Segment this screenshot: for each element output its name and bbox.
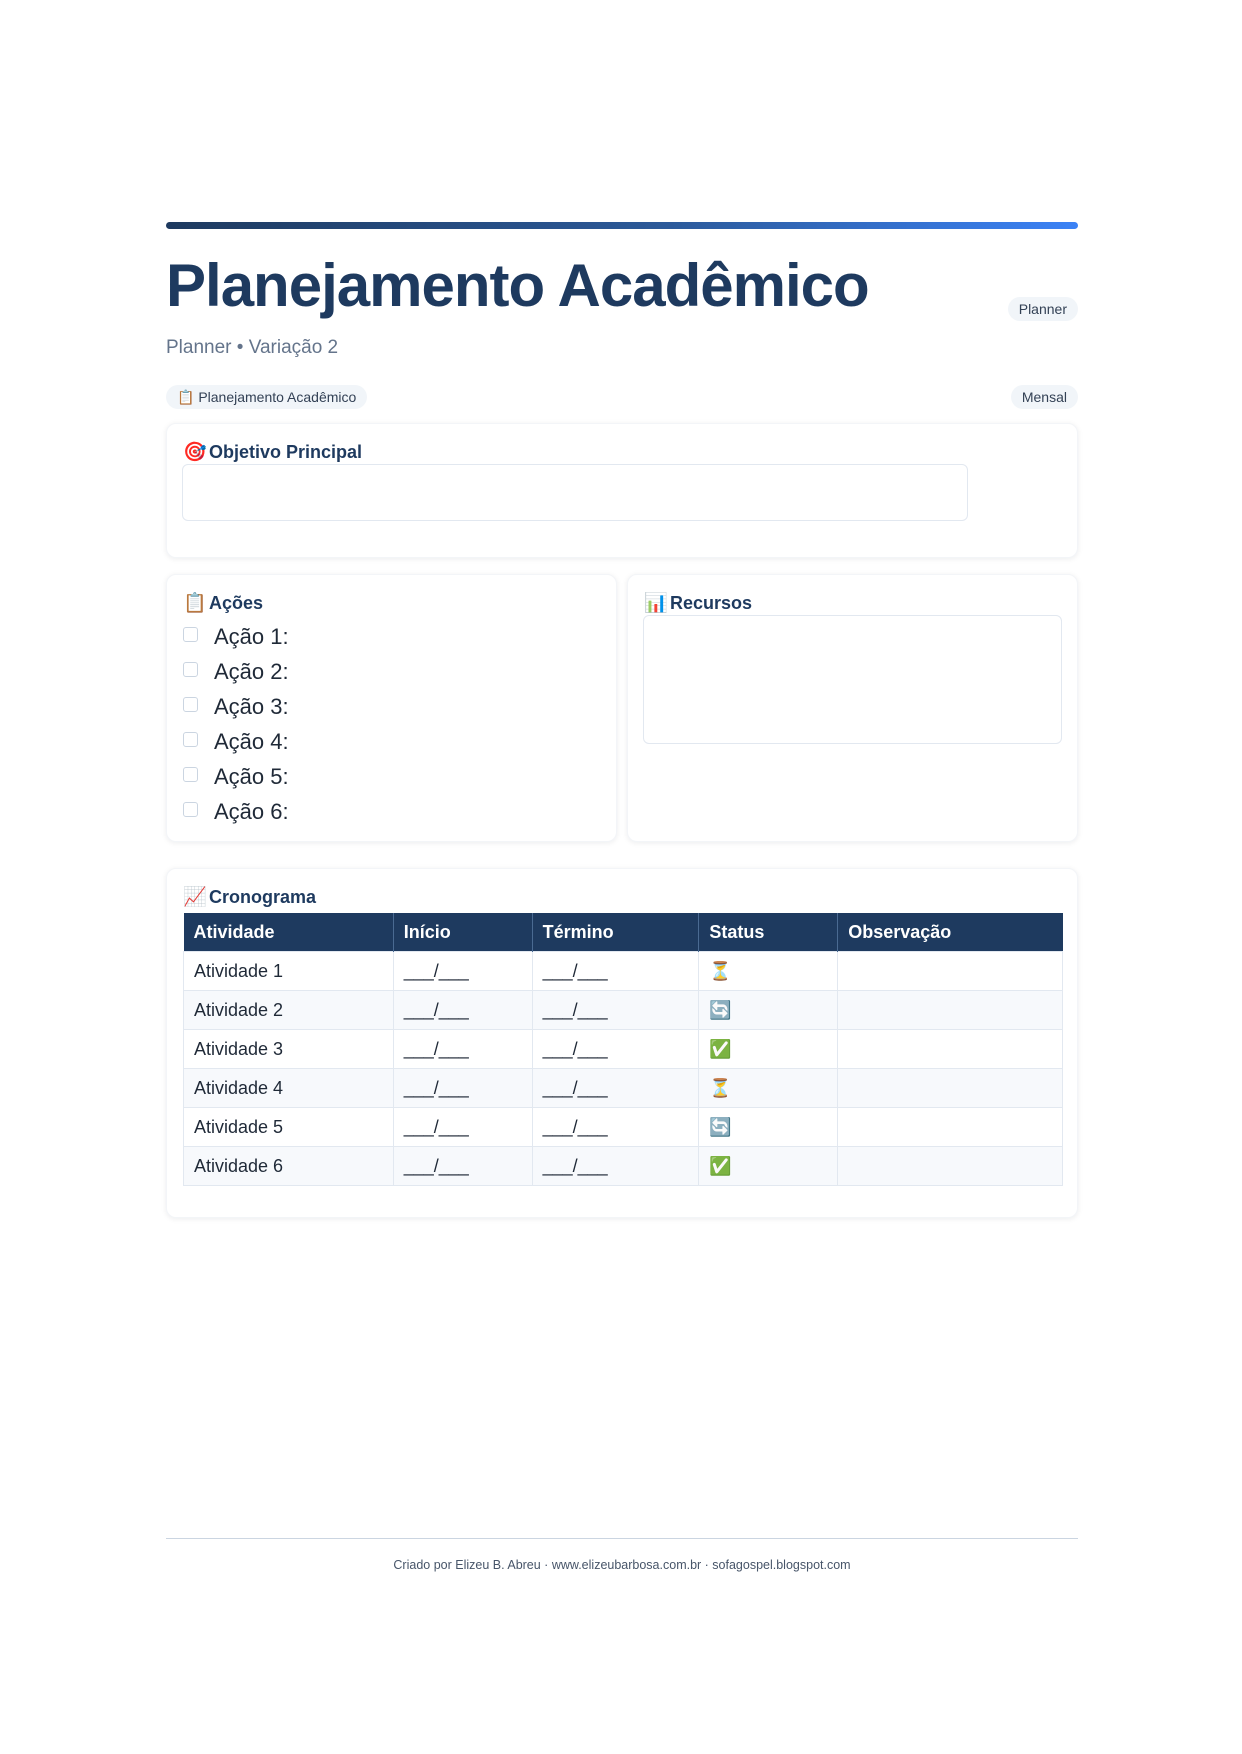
- end-date-cell[interactable]: ___/___: [532, 991, 699, 1030]
- hourglass-icon: ⏳: [699, 1069, 838, 1108]
- resources-card: [627, 574, 1078, 842]
- action-label: Ação 2:: [214, 658, 289, 684]
- start-date-cell[interactable]: ___/___: [393, 952, 532, 991]
- hourglass-icon: ⏳: [699, 952, 838, 991]
- table-row: [184, 1030, 1063, 1069]
- column-header: Término: [532, 913, 699, 952]
- resources-title-label: Recursos: [670, 592, 753, 613]
- table-header-row: [184, 913, 1063, 952]
- action-item[interactable]: [183, 724, 289, 759]
- start-date-cell[interactable]: ___/___: [393, 1069, 532, 1108]
- bar-chart-icon: 📊: [644, 593, 668, 614]
- activity-cell: Atividade 4: [184, 1069, 394, 1108]
- observation-cell[interactable]: [838, 952, 1063, 991]
- table-row: [184, 1108, 1063, 1147]
- observation-cell[interactable]: [838, 1147, 1063, 1186]
- action-checkbox[interactable]: [183, 767, 198, 782]
- action-label: Ação 1:: [214, 623, 289, 649]
- objective-title: [183, 440, 362, 464]
- activity-cell: Atividade 3: [184, 1030, 394, 1069]
- start-date-cell[interactable]: ___/___: [393, 1108, 532, 1147]
- column-header: Observação: [838, 913, 1063, 952]
- observation-cell[interactable]: [838, 1030, 1063, 1069]
- activity-cell: Atividade 6: [184, 1147, 394, 1186]
- column-header: Atividade: [184, 913, 394, 952]
- type-badge: Planner: [1008, 297, 1078, 321]
- table-row: [184, 1069, 1063, 1108]
- clipboard-icon: 📋: [183, 593, 207, 614]
- schedule-table: [183, 913, 1063, 1186]
- action-item[interactable]: [183, 619, 289, 654]
- table-row: [184, 952, 1063, 991]
- trend-chart-icon: 📈: [183, 887, 207, 908]
- footer-credits: Criado por Elizeu B. Abreu · www.elizeubarbosa.com.br · sofagospel.blogspot.com: [393, 1558, 851, 1572]
- page-title: Planejamento Acadêmico: [166, 252, 869, 319]
- actions-title: [183, 591, 263, 615]
- start-date-cell[interactable]: ___/___: [393, 1030, 532, 1069]
- page-subtitle: Planner • Variação 2: [166, 337, 339, 358]
- objective-field[interactable]: [182, 464, 968, 521]
- end-date-cell[interactable]: ___/___: [532, 1069, 699, 1108]
- actions-card: [166, 574, 617, 842]
- check-mark-icon: ✅: [699, 1030, 838, 1069]
- category-tag: 📋 Planejamento Acadêmico: [166, 385, 367, 409]
- activity-cell: Atividade 1: [184, 952, 394, 991]
- end-date-cell[interactable]: ___/___: [532, 1147, 699, 1186]
- footer-divider: [166, 1538, 1078, 1539]
- action-item[interactable]: [183, 794, 289, 829]
- in-progress-icon: 🔄: [699, 991, 838, 1030]
- in-progress-icon: 🔄: [699, 1108, 838, 1147]
- activity-cell: Atividade 5: [184, 1108, 394, 1147]
- table-row: [184, 991, 1063, 1030]
- action-checkbox[interactable]: [183, 732, 198, 747]
- schedule-title-label: Cronograma: [209, 886, 317, 907]
- activity-cell: Atividade 2: [184, 991, 394, 1030]
- action-checkbox[interactable]: [183, 662, 198, 677]
- resources-field[interactable]: [643, 615, 1062, 744]
- action-label: Ação 4:: [214, 728, 289, 754]
- resources-title: [644, 591, 752, 615]
- schedule-card: [166, 868, 1078, 1218]
- observation-cell[interactable]: [838, 1108, 1063, 1147]
- action-checkbox[interactable]: [183, 802, 198, 817]
- objective-title-label: Objetivo Principal: [209, 441, 363, 462]
- action-label: Ação 6:: [214, 798, 289, 824]
- start-date-cell[interactable]: ___/___: [393, 1147, 532, 1186]
- end-date-cell[interactable]: ___/___: [532, 1030, 699, 1069]
- schedule-title: [183, 885, 316, 909]
- check-mark-icon: ✅: [699, 1147, 838, 1186]
- action-label: Ação 5:: [214, 763, 289, 789]
- period-badge: Mensal: [1011, 385, 1078, 409]
- target-icon: 🎯: [183, 442, 207, 463]
- table-row: [184, 1147, 1063, 1186]
- end-date-cell[interactable]: ___/___: [532, 952, 699, 991]
- end-date-cell[interactable]: ___/___: [532, 1108, 699, 1147]
- action-checkbox[interactable]: [183, 627, 198, 642]
- start-date-cell[interactable]: ___/___: [393, 991, 532, 1030]
- actions-title-label: Ações: [209, 592, 264, 613]
- actions-list: [183, 619, 289, 829]
- action-checkbox[interactable]: [183, 697, 198, 712]
- action-item[interactable]: [183, 654, 289, 689]
- observation-cell[interactable]: [838, 1069, 1063, 1108]
- column-header: Status: [699, 913, 838, 952]
- action-label: Ação 3:: [214, 693, 289, 719]
- action-item[interactable]: [183, 759, 289, 794]
- header-accent-bar: [166, 222, 1078, 229]
- column-header: Início: [393, 913, 532, 952]
- objective-card: [166, 423, 1078, 558]
- observation-cell[interactable]: [838, 991, 1063, 1030]
- action-item[interactable]: [183, 689, 289, 724]
